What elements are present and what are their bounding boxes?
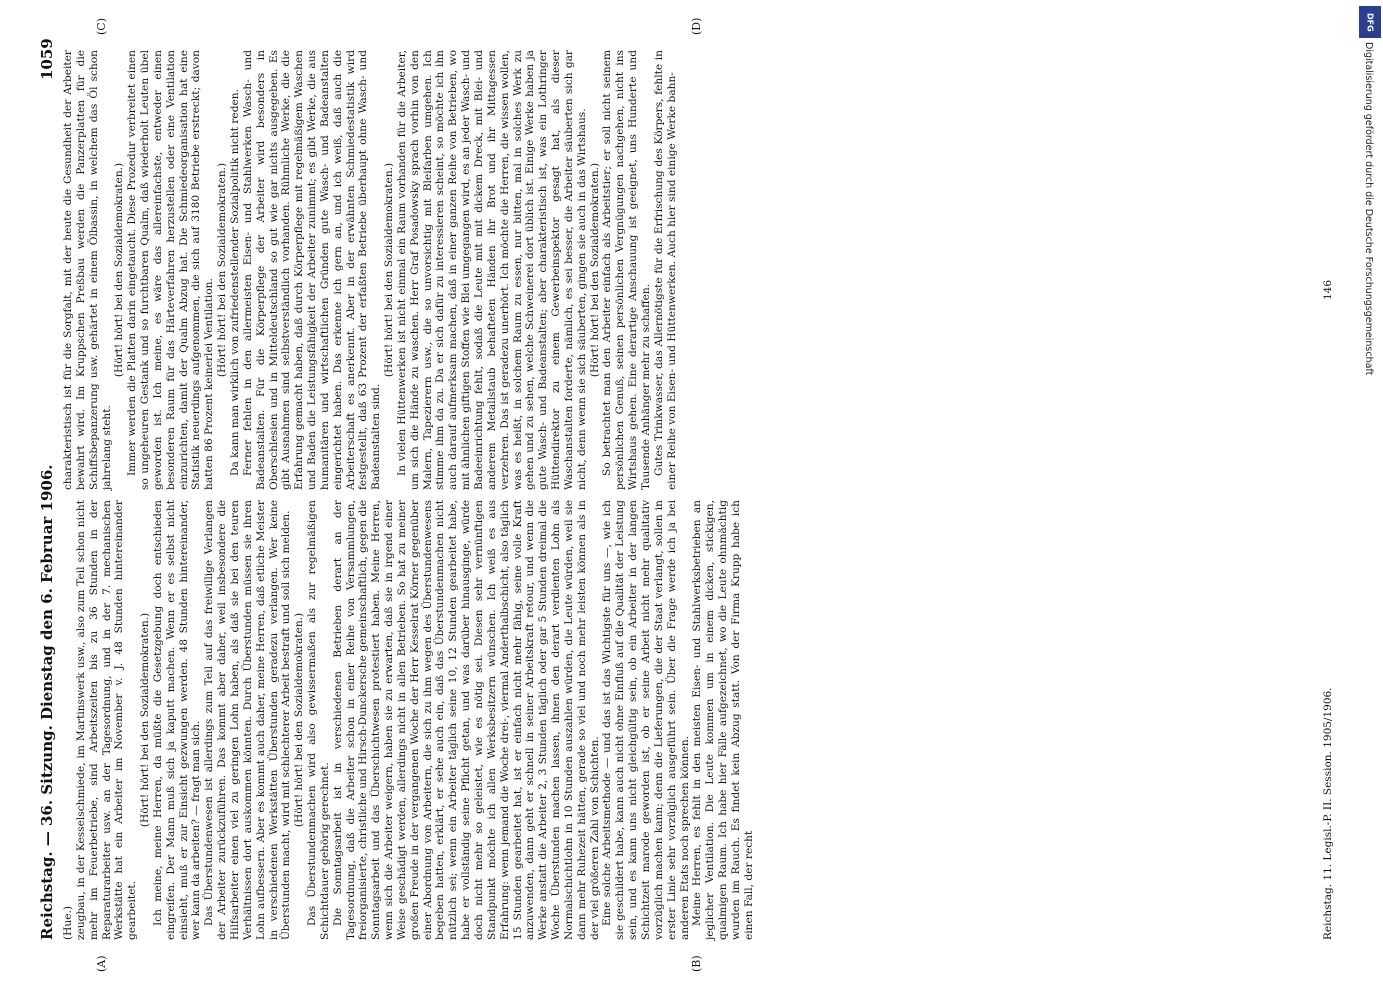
interjection: (Hört! hört! bei den Sozialdemokraten.) — [139, 612, 152, 828]
paragraph: Das Überstundenwesen ist allerdings zum Teil auf das freiwillige Verlangen der Arbeiter zurückzuführen. Das kommt aber daher, weil insbesondere die Hilfsarbeiter einen viel zu geringen Lohn haben, als daß sie bei den teuren Verhältnissen dort auskommen könnten. Durch Überstunden müssen sie ihren Lohn aufbessern. Aber es kommt auch daher, meine Herren, daß etliche Meister in verschiedenen Werkstätten Überstunden geradezu verlangen. Wer keine Überstunden macht, wird mit schlechterer Arbeit bestraft und soll sich melden. — [203, 500, 293, 940]
paragraph: Gutes Trinkwasser, das Allernötigste für die Erfrischung des Körpers, fehlte in einer Reihe von Eisen- und Hüttenwerken. Auch hier sind einige Werke bahn- — [652, 50, 678, 490]
funding-note: Digitalisierung gefördert durch die Deutsche Forschungsgemeinschaft — [1363, 42, 1374, 376]
paragraph: Eine solche Arbeitsmethode — und das ist das Wichtigste für uns —, wie ich sie geschildert habe, kann auch nicht ohne Einfluß auf die Qualität der Leistung sein, und es kann uns nicht gleichgültig sein, ob ein Arbeiter in der langen Schichtzeit marode geworden ist, ob er seine Arbeit nicht mehr qualitativ vorzüglich machen kann; denn die Lieferungen, die der Staat verlangt, sollen in erster Linie sehr vorzüglich ausgeführt sein. Über die Frage werde ich ja bei anderen Etats noch sprechen können. — [601, 500, 691, 940]
interjection: (Hört! hört! bei den Sozialdemokraten.) — [216, 162, 229, 378]
paragraph: Immer werden die Platten darin eingetaucht. Diese Prozedur verbreitet einen so ungeheuren Gestank und so furchtbaren Qualm, daß wiederholt Leuten übel geworden ist. Ich meine, es wäre das allereinfachste, entweder einen besonderen Raum für das Härteverfahren herzustellen oder eine Ventilation einzurichten, damit der Qualm Abzug hat. Die Schmiedeorganisation hat eine Statistik neuerdings aufgenommen, die sich auf 3180 Betriebe erstreckt; davon hatten 86 Prozent keinerlei Ventilation. — [126, 50, 216, 490]
interjection: (Hört! hört! bei den Sozialdemokraten.) — [113, 162, 126, 378]
margin-marker-c: (C) — [95, 18, 108, 35]
page-header: Reichstag. — 36. Sitzung. Dienstag den 6. Februar 1906. — [38, 464, 56, 940]
dfg-logo: DFG — [1359, 6, 1381, 38]
right-column — [62, 50, 679, 490]
left-column — [62, 500, 756, 940]
interjection: (Hört! hört! bei den Sozialdemokraten.) — [588, 162, 601, 378]
paragraph: So betrachtet man den Arbeiter einfach als Arbeitstier; er soll nicht seinem persönlichen Genuß, seinen persönlichen Vergnügungen nachgehen, nicht ins Wirtshaus gehen. Eine derartige Anschauung ist geeignet, uns Hunderte und Tausende Anhänger mehr zu schaffen. — [601, 50, 652, 490]
paragraph: Ich meine, meine Herren, da müßte die Gesetzgebung doch entschieden eingreifen. Der Mann muß sich ja kaputt machen. Wenn er es selbst nicht einsieht, muß er zur Einsicht gezwungen werden. 48 Stunden hintereinander, wer kann da arbeiten? — fragt man sich. — [151, 500, 203, 940]
interjection: (Hört! hört! bei den Sozialdemokraten.) — [293, 612, 306, 828]
paragraph: Meine Herren, es fehlt in den meisten Eisen- und Stahlwerksbetrieben an jeglicher Ventilation. Die Leute kommen um in einem dicken, stickigen, qualmigen Raum. Ich habe hier Fälle aufgezeichnet, wo die Leute ohnmächtig wurden im Rauch. Es findet kein Abzug statt. Von der Firma Krupp habe ich einen Fall, der recht — [691, 500, 755, 940]
margin-marker-b: (B) — [690, 955, 703, 972]
margin-marker-d: (D) — [690, 17, 703, 35]
paragraph: charakteristisch ist für die Sorgfalt, mit der heute die Gesundheit der Arbeiter bewahrt wird. Im Kruppschen Preßbau werden die Panzerplatten für die Schiffsbepanzerung usw. gehärtet in einem Ölbassin, in welchem das Öl schon jahrelang steht. — [62, 50, 113, 490]
funding-sidebar — [1359, 6, 1381, 994]
paragraph: In vielen Hüttenwerken ist nicht einmal ein Raum vorhanden für die Arbeiter, um sich die Hände zu waschen. Herr Graf Posadowsky sprach vorhin von den Malern, Tapezierern usw., die so unvorsichtig mit Bleifarben umgehen. Ich stimme ihm da zu. Da er sich dafür zu interessieren scheint, so möchte ich ihn auch darauf aufmerksam machen, daß in einer ganzen Reihe von Betrieben, wo mit ähnlichen giftigen Stoffen wie Blei umgegangen wird, es an jeder Wasch- und Badeeinrichtung fehlt, sodaß die Leute mit mit dickem Dreck, mit Blei- und anderem Metallstaub behafteten Händen ihr Brot und ihr Mittagessen verzehren. Das ist geradezu unerhört. Ich möchte die Herren, die wissen wollen, was es heißt, in solchem Raum zu essen, nur bitten, mal in solches Werk zu gehen und zu sehen, welche Schweinerei dort üblich ist. Einige Werke haben ja gute Wasch- und Badeanstalten; aber charakteristisch ist, was ein Lothringer Hüttendirektor zu einem Gewerbeinspektor gesagt hat, als dieser Waschanstalten forderte, nämlich, es sei besser, die Arbeiter säuberten sich gar nicht, denn wenn sie sich säuberten, gingen sie auch in das Wirtshaus. — [395, 50, 588, 490]
paragraph: Die Sonntagsarbeit ist in verschiedenen Betrieben derart an der Tagesordnung, daß die Arbeiter schon in einer Reihe von Versammlungen, freiorganisierte, christliche und Hirsch-Dunckersche gemeinschaftlich, gegen die Sonntagsarbeit und das Überschichtwesen protestiert haben. Meine Herren, wenn sich die Arbeiter weigern, haben sie zu erwarten, daß sie in irgend einer Weise geschädigt werden, allerdings nicht in allen Betrieben. So hat zu meiner großen Freude in der vergangenen Woche der Herr Kesselrat Körner gegenüber einer Abordnung von Arbeitern, die sich zu ihm wegen des Überstundenwesens begeben hatten, erklärt, er sehe auch ein, daß das Überstundenmachen nicht nützlich sei; wenn ein Arbeiter täglich seine 10, 12 Stunden gearbeitet habe, habe er vollständig seine Pflicht getan, und was darüber hinausginge, würde doch nicht mehr so geleistet, wie es nötig sei. Diesen sehr vernünftigen Standpunkt möchte ich allen Werksbesitzern wünschen. Ich weiß es aus Erfahrung: wenn jemand die Woche drei-, viermal Anderthalbschicht, also täglich 15 Stunden gearbeitet hat, ist er einfach nicht mehr fähig, seine volle Kraft anzuwenden, dann geht er schnell in seiner Arbeitskraft retour, und wenn die Werke anstatt die Arbeiter 2, 3 Stunden täglich oder gar 5 Stunden dreimal die Woche Überstunden machen lassen, ihnen den derart verdienten Lohn als Normalschichtlohn in 10 Stunden auszahlen würden, die Leute würden, weil sie dann mehr Ruhezeit hätten, gerade so viel und noch mehr leisten können als in der viel größeren Zahl von Schichten. — [331, 500, 601, 940]
speaker-label: (Hue.) — [62, 906, 74, 940]
footer-page-ref: 146 — [1322, 279, 1334, 300]
paragraph: Das Überstundenmachen wird also gewissermaßen als zur regelmäßigen Schichtdauer gehörig gerechnet. — [306, 500, 331, 940]
interjection: (Hört! hört! bei den Sozialdemokraten.) — [383, 162, 396, 378]
footer-left: Reichstag. 11. Legisl.-P. II. Session. 1905/1906. — [1322, 687, 1334, 940]
paragraph: Ferner fehlen in den allermeisten Eisen- und Stahlwerken Wasch- und Badeanstalten. Für die Körperpflege der Arbeiter wird besonders in Oberschlesien und in Mitteldeutschland so gut wie gar nichts ausgegeben. Es gibt Ausnahmen sind selbstverständlich vorhanden. Rühmliche Werke, die die Erfahrung gemacht haben, daß durch Körperpflege mit regelmäßigem Waschen und Baden die Leistungsfähigkeit der Arbeiter zunimmt; es gibt Werke, die aus humanitären und wirtschaftlichen Gründen gute Wasch- und Badeanstalten eingerichtet haben. Das erkenne ich gern an, und ich weiß, daß auch die Arbeiterschaft es anerkennt. Aber in der erwähnten Schmiedestatistik wird festgestellt, daß 63 Prozent der erfaßten Betriebe überhaupt ohne Wasch- und Badeanstalten sind. — [241, 50, 383, 490]
paragraph: zeugbau, in der Kesselschmiede, im Martinswerk usw., also zum Teil schon nicht mehr im Feuerbetriebe, sind Arbeitszeiten bis zu 36 Stunden in der Reparaturarbeiter usw. an der Tagesordnung, und in der 7. mechanischen Werkstätte hat ein Arbeiter im November v. J. 48 Stunden hintereinander gearbeitet. — [74, 500, 139, 940]
margin-marker-a: (A) — [95, 955, 108, 972]
page-number: 1059 — [38, 38, 56, 80]
paragraph: Da kann man wirklich von zufriedenstellender Sozialpolitik nicht reden. — [228, 89, 241, 476]
